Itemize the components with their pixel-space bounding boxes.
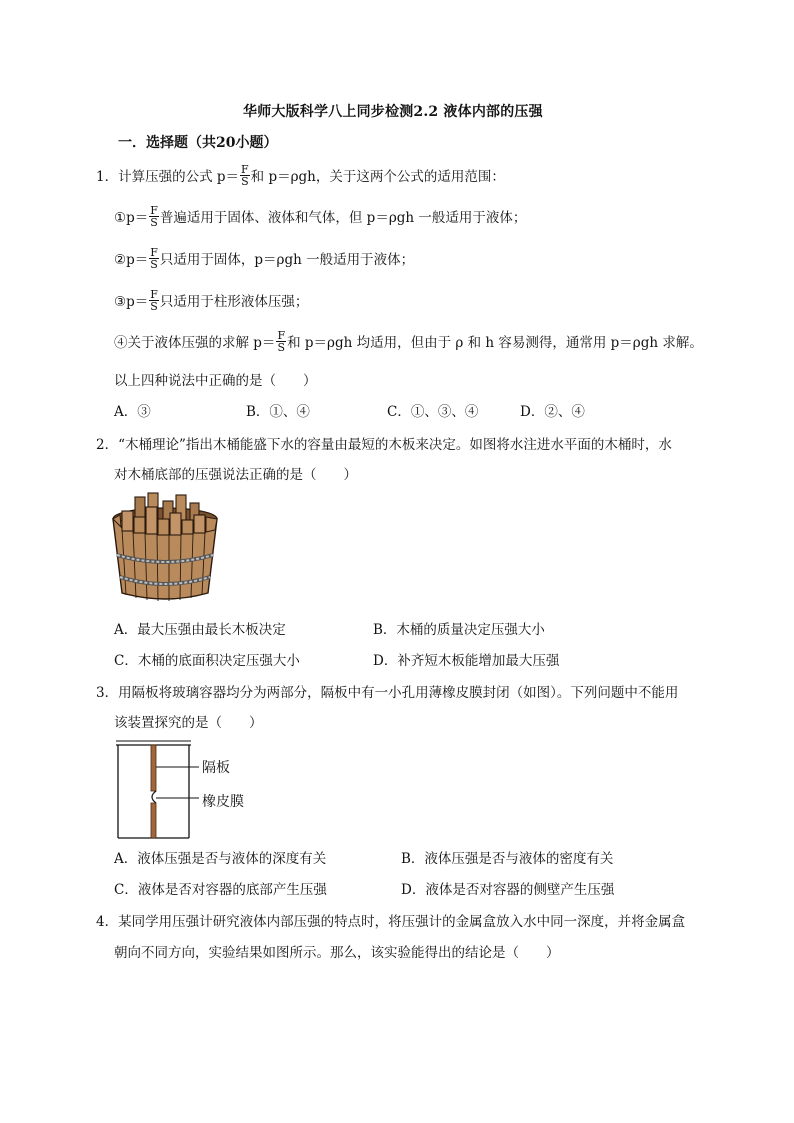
q4-line-2: 朝向不同方向，实验结果如图所示。那么，该实验能得出的结论是（ ） (114, 945, 560, 961)
fraction-f-over-s: $\frac{F}{S}$ (241, 163, 249, 188)
q1-statement-1: ①p＝ $\frac{F}{S}$ 普遍适用于固体、液体和气体，但 p＝ρgh 一般适用于液体； (114, 204, 527, 229)
q3-option-d[interactable]: D．液体是否对容器的侧壁产生压强 (401, 882, 615, 898)
q2-line-1: 2．“木桶理论”指出木桶能盛下水的容量由最短的木板来决定。如图将水注进水平面的木桶时，水 (96, 437, 672, 453)
q1-option-a[interactable]: A．③ (114, 404, 151, 420)
partition-container-figure (116, 740, 276, 842)
q1-option-c[interactable]: C．①、③、④ (387, 404, 479, 420)
q2-option-a[interactable]: A．最大压强由最长木板决定 (114, 622, 286, 638)
q3-option-c[interactable]: C．液体是否对容器的底部产生压强 (114, 882, 327, 898)
page-title: 华师大版科学八上同步检测2.2 液体内部的压强 (243, 104, 543, 120)
q1-stem: 1．计算压强的公式 p＝ $\frac{F}{S}$ 和 p＝ρgh，关于这两个公式的适用范围： (96, 163, 505, 188)
q2-option-d[interactable]: D．补齐短木板能增加最大压强 (373, 653, 560, 669)
q1-option-d[interactable]: D．②、④ (520, 404, 585, 420)
q1-option-b[interactable]: B．①、④ (246, 404, 310, 420)
q3-option-a[interactable]: A．液体压强是否与液体的深度有关 (114, 851, 327, 867)
q1-statement-2: ②p＝ $\frac{F}{S}$ 只适用于固体，p＝ρgh 一般适用于液体； (114, 246, 415, 271)
q4-line-1: 4．某同学用压强计研究液体内部压强的特点时，将压强计的金属盒放入水中同一深度，并将金属盒 (96, 914, 686, 930)
q1-statement-4: ④关于液体压强的求解 p＝ $\frac{F}{S}$ 和 p＝ρgh 均适用，但由于 ρ 和 h 容易测得，通常用 p＝ρgh 求解。 (114, 329, 703, 354)
q1-ask: 以上四种说法中正确的是（ ） (114, 373, 317, 389)
q2-option-b[interactable]: B．木桶的质量决定压强大小 (373, 622, 545, 638)
q3-line-2: 该装置探究的是（ ） (114, 715, 263, 731)
section-heading: 一．选择题（共20小题） (118, 135, 278, 151)
label-rubber-membrane: 橡皮膜 (202, 794, 244, 810)
label-partition: 隔板 (202, 760, 230, 776)
q2-line-2: 对木桶底部的压强说法正确的是（ ） (114, 467, 357, 483)
q2-option-c[interactable]: C．木桶的底面积决定压强大小 (114, 653, 300, 669)
q3-option-b[interactable]: B．液体压强是否与液体的密度有关 (401, 851, 614, 867)
wooden-bucket-figure (108, 493, 223, 608)
q1-statement-3: ③p＝ $\frac{F}{S}$ 只适用于柱形液体压强； (114, 288, 309, 313)
q3-line-1: 3．用隔板将玻璃容器均分为两部分，隔板中有一小孔用薄橡皮膜封闭（如图）。下列问题中不能用 (96, 685, 679, 701)
